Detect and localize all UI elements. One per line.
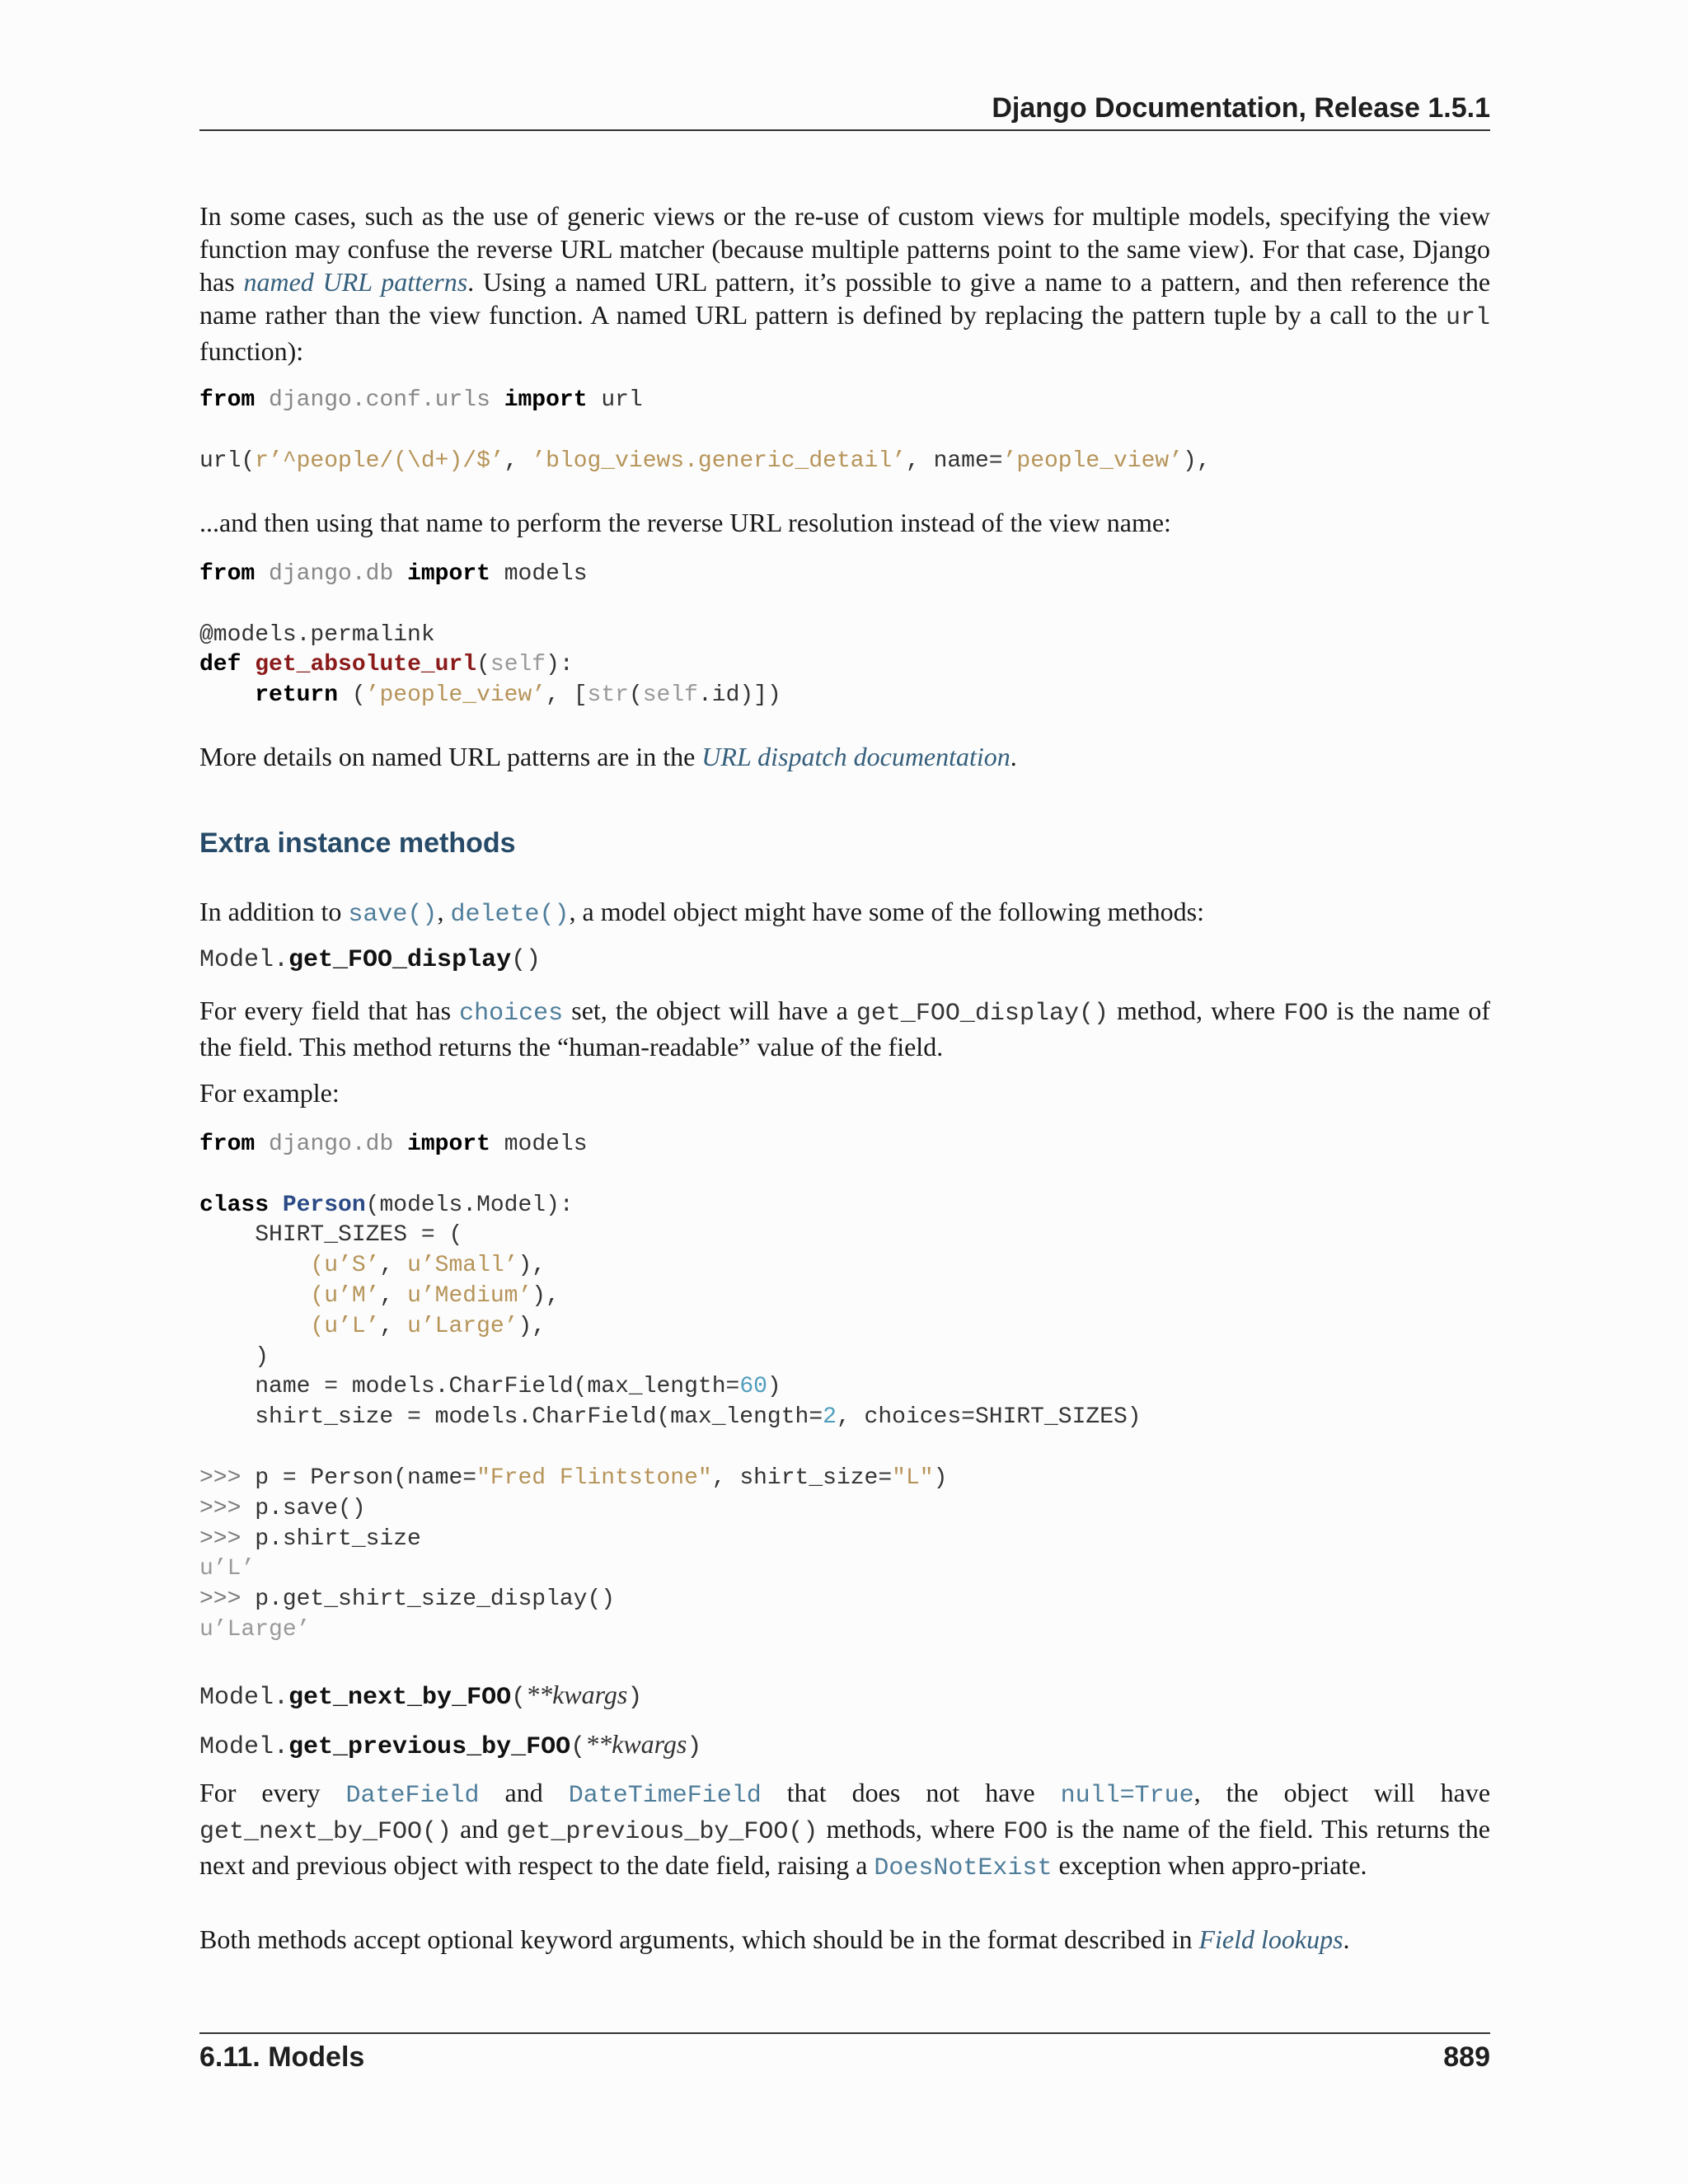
more-details-paragraph: More details on named URL patterns are in the URL dispatch documentation.	[199, 742, 1017, 771]
header-rule	[199, 129, 1490, 131]
named-url-patterns-link[interactable]: named URL patterns	[243, 267, 468, 297]
section-title: Extra instance methods	[199, 827, 516, 859]
datetimefield-link[interactable]: DateTimeField	[568, 1782, 762, 1810]
intro-paragraph: In some cases, such as the use of generic views or the re-use of custom views for multiple models, specifying the view function may confuse the reverse URL matcher (because multiple patterns point to the same view). For that case, Django has named URL patterns. Using a named URL pattern, it’s possible to give a name to a pattern, and then reference the name rather than the view function. A named URL pattern is defined by replacing the pattern tuple by a call to the url function):	[199, 201, 1491, 366]
save-method-link[interactable]: save()	[348, 901, 438, 929]
both-methods-paragraph: Both methods accept optional keyword arguments, which should be in the format described in Field lookups.	[199, 1924, 1350, 1954]
method-signature-get-foo-display: Model.get_FOO_display()	[199, 946, 542, 974]
date-methods-description: For every DateField and DateTimeField that does not have null=True, the object will have get_next_by_FOO() and get_previous_by_FOO() methods, where FOO is the name of the field. This returns the next and previous object with respect to the date field, raising a DoesNotExist exception when appro-priate.	[199, 1778, 1491, 1882]
inline-code-url: url	[1445, 304, 1490, 332]
delete-method-link[interactable]: delete()	[450, 901, 570, 929]
datefield-link[interactable]: DateField	[345, 1782, 480, 1810]
then-paragraph: ...and then using that name to perform the reverse URL resolution instead of the view name:	[199, 508, 1171, 537]
example-label: For example:	[199, 1078, 340, 1108]
code-block-url-import: from django.conf.urls import url url(r’^people/(\d+)/$’, ’blog_views.generic_detail’, name=’people_view’),	[199, 387, 1211, 474]
code-block-person-model: from django.db import models class Person(models.Model): SHIRT_SIZES = ( (u’S’, u’Small’), (u’M’, u’Medium’), (u’L’, u’Large’), ) name = models.CharField(max_length=60) shirt_size = models.CharField(max_length=2, choices=SHIRT_SIZES)	[199, 1132, 1142, 1431]
code-block-permalink: from django.db import models @models.permalink def get_absolute_url(self): return (’people_view’, [str(self.id)])	[199, 561, 781, 709]
null-true-link[interactable]: null=True	[1060, 1782, 1194, 1810]
url-dispatch-link[interactable]: URL dispatch documentation	[701, 742, 1010, 771]
method-signature-get-previous-by-foo: Model.get_previous_by_FOO(**kwargs)	[199, 1729, 702, 1761]
footer-rule	[199, 2032, 1490, 2034]
footer-section: 6.11. Models	[199, 2041, 365, 2073]
doesnotexist-link[interactable]: DoesNotExist	[874, 1854, 1053, 1882]
get-foo-display-description: For every field that has choices set, the object will have a get_FOO_display() method, where FOO is the name of the field. This method returns the “human-readable” value of the field.	[199, 996, 1491, 1062]
code-block-interactive-session: >>> p = Person(name="Fred Flintstone", shirt_size="L") >>> p.save() >>> p.shirt_size u’L’ >>> p.get_shirt_size_display() u’Large’	[199, 1465, 948, 1643]
field-lookups-link[interactable]: Field lookups	[1198, 1924, 1343, 1954]
addition-paragraph: In addition to save(), delete(), a model object might have some of the following methods:	[199, 897, 1204, 929]
page-number: 889	[1443, 2041, 1490, 2073]
document-page	[199, 0, 1490, 2184]
choices-link[interactable]: choices	[459, 1000, 564, 1028]
method-signature-get-next-by-foo: Model.get_next_by_FOO(**kwargs)	[199, 1680, 643, 1712]
running-header: Django Documentation, Release 1.5.1	[992, 92, 1490, 124]
